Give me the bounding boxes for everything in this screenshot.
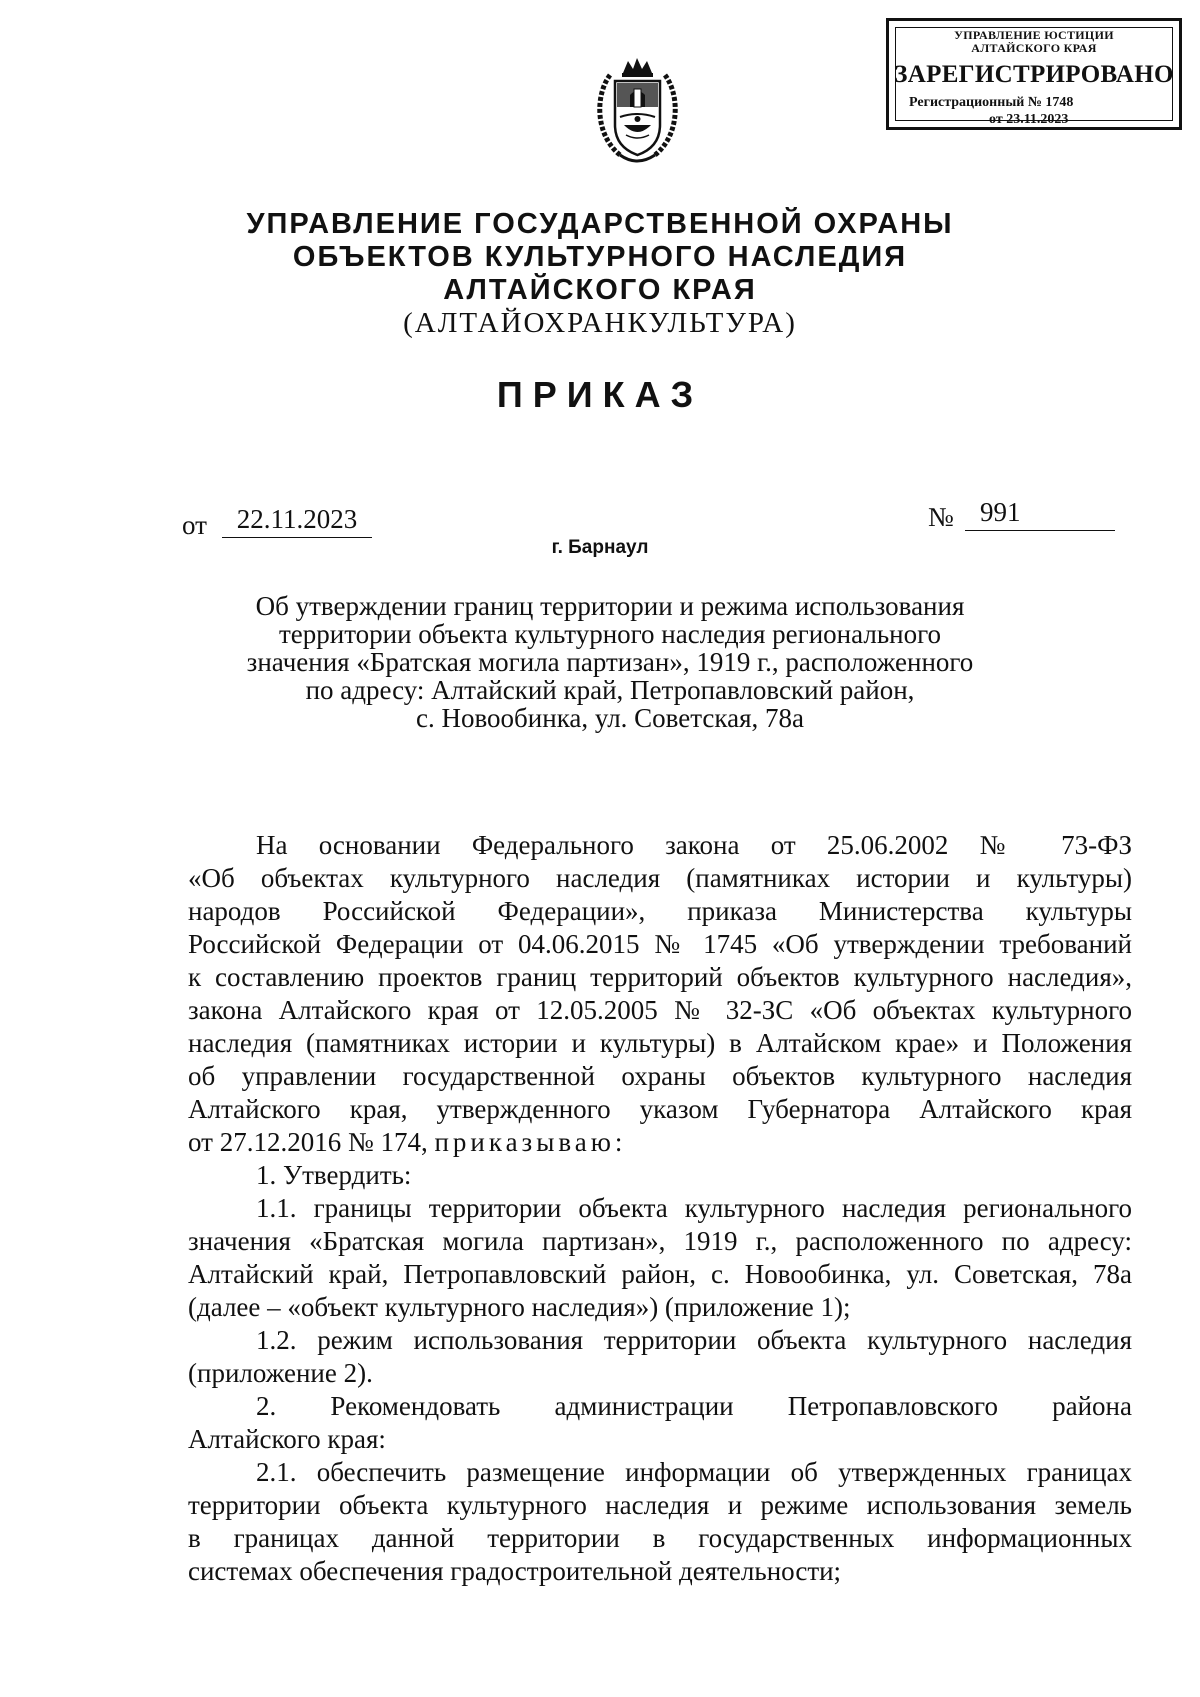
organization-name-line: АЛТАЙСКОГО КРАЯ: [443, 274, 757, 306]
subject-line: по адресу: Алтайский край, Петропавловский район,: [305, 675, 915, 705]
item-heading: 1. Утвердить:: [256, 1160, 412, 1190]
body-line: системах обеспечения градостроительной деятельности;: [188, 1556, 842, 1586]
body-line: 2.1. обеспечить размещение информации об утвержденных границах: [256, 1457, 1132, 1487]
subject-line: территории объекта культурного наследия регионального: [278, 619, 941, 649]
subject-line: Об утверждении границ территории и режима использования: [255, 591, 965, 621]
subject-line: с. Новообинка, ул. Советская, 78а: [416, 703, 804, 733]
stamp-status: ЗАРЕГИСТРИРОВАНО: [894, 61, 1174, 88]
body-line: «Об объектах культурного наследия (памятниках истории и культуры): [188, 863, 1132, 893]
document-number: 991: [965, 497, 1115, 531]
issue-city: г. Барнаул: [551, 537, 649, 558]
stamp-org-line: УПРАВЛЕНИЕ ЮСТИЦИИ: [954, 28, 1114, 42]
body-line: наследия (памятниках истории и культуры) в Алтайском крае» и Положения: [188, 1028, 1132, 1058]
coat-of-arms-icon: [590, 55, 685, 170]
body-line-order: [188, 1127, 1132, 1157]
body-line: 2. Рекомендовать администрации Петропавловского района: [256, 1391, 1132, 1421]
organization-name-line: ОБЪЕКТОВ КУЛЬТУРНОГО НАСЛЕДИЯ: [292, 241, 908, 273]
body-line: Алтайский край, Петропавловский район, с. Новообинка, ул. Советская, 78а: [188, 1259, 1132, 1289]
body-line: На основании Федерального закона от 25.06.2002 № 73-ФЗ: [256, 830, 1132, 860]
order-word: приказываю:: [434, 1127, 627, 1157]
subject-line: значения «Братская могила партизан», 1919 г., расположенного: [246, 647, 974, 677]
body-line: народов Российской Федерации», приказа Министерства культуры: [188, 896, 1132, 926]
body-line: территории объекта культурного наследия и режиме использования земель: [188, 1490, 1132, 1520]
body-line: значения «Братская могила партизан», 1919 г., расположенного по адресу:: [188, 1226, 1132, 1256]
registration-stamp: [886, 18, 1182, 130]
body-line: закона Алтайского края от 12.05.2005 № 32-ЗС «Об объектах культурного: [188, 995, 1132, 1025]
stamp-org-line: АЛТАЙСКОГО КРАЯ: [971, 41, 1097, 55]
document-type-title: ПРИКАЗ: [496, 374, 704, 415]
body-line: (приложение 2).: [188, 1358, 373, 1388]
document-date: 22.11.2023: [222, 504, 372, 538]
date-label: от: [182, 510, 207, 540]
organization-abbreviation: (АЛТАЙОХРАНКУЛЬТУРА): [403, 307, 797, 339]
stamp-organization: [889, 29, 1179, 55]
stamp-reg-number: Регистрационный № 1748: [909, 95, 1074, 110]
number-label: №: [928, 502, 954, 532]
body-line: к составлению проектов границ территорий объектов культурного наследия»,: [188, 962, 1132, 992]
body-line: Алтайского края:: [188, 1424, 386, 1454]
body-line: Алтайского края, утвержденного указом Губернатора Алтайского края: [188, 1094, 1132, 1124]
body-line: в границах данной территории в государственных информационных: [188, 1523, 1132, 1553]
body-line: Российской Федерации от 04.06.2015 № 1745 «Об утверждении требований: [188, 929, 1132, 959]
organization-name-line: УПРАВЛЕНИЕ ГОСУДАРСТВЕННОЙ ОХРАНЫ: [246, 208, 954, 240]
body-line: 1.2. режим использования территории объекта культурного наследия: [256, 1325, 1132, 1355]
body-line: (далее – «объект культурного наследия») (приложение 1);: [188, 1292, 851, 1322]
stamp-reg-date: от 23.11.2023: [989, 112, 1069, 127]
document-subject: [200, 592, 1020, 732]
body-line: 1.1. границы территории объекта культурного наследия регионального: [256, 1193, 1132, 1223]
order-prefix: от 27.12.2016 № 174,: [188, 1127, 428, 1157]
body-line: об управлении государственной охраны объектов культурного наследия: [188, 1061, 1132, 1091]
